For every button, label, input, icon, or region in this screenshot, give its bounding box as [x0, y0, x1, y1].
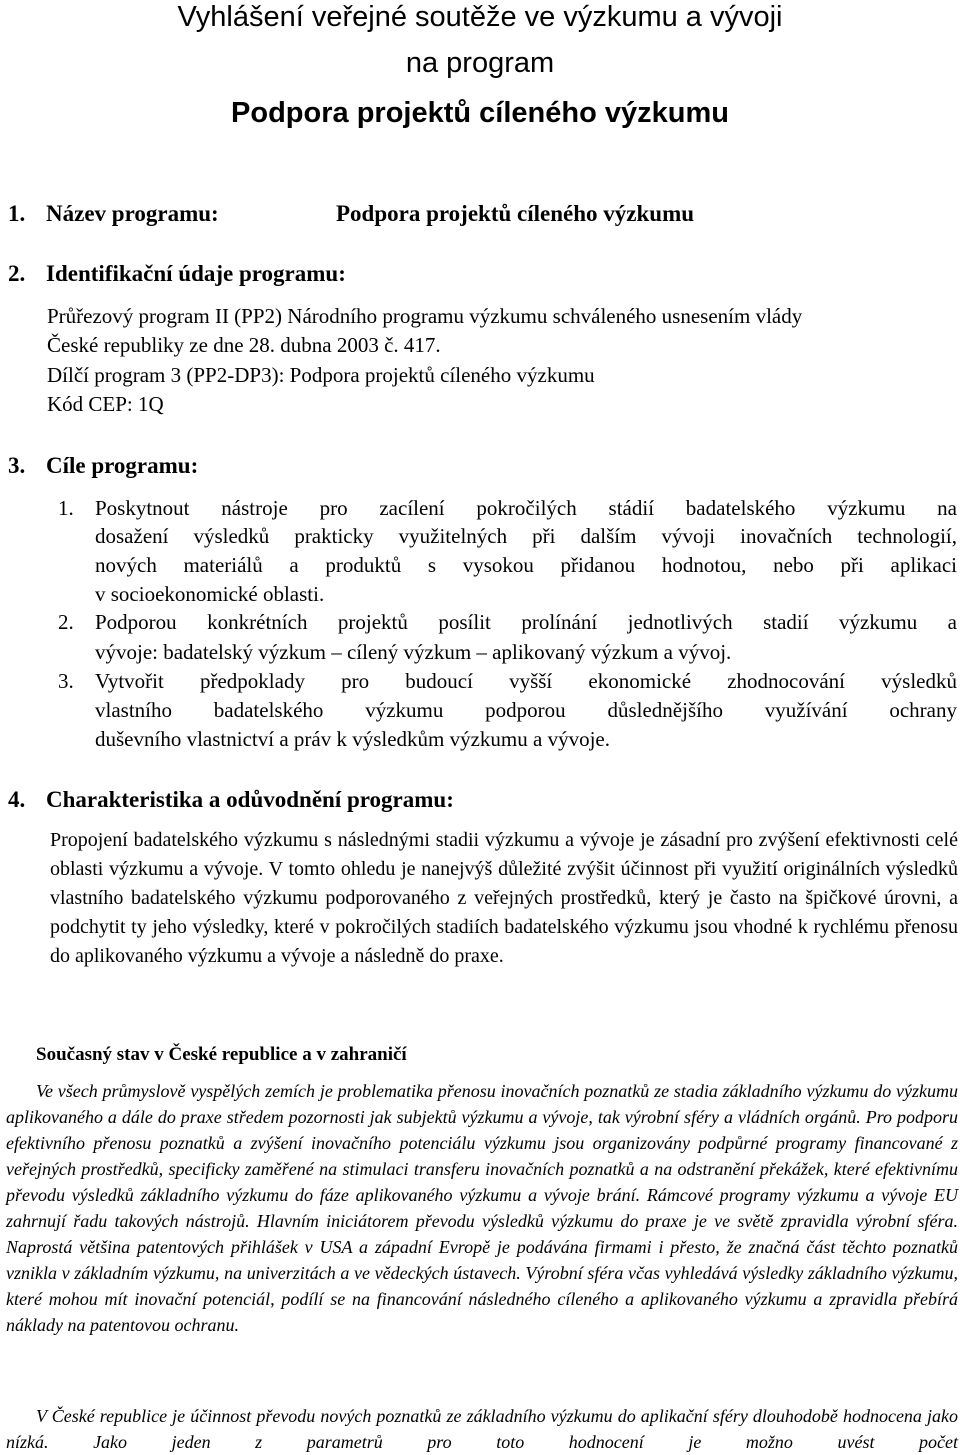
section-2-number: 2. — [8, 261, 26, 286]
goal-2-line-1: Podporou konkrétních projektů posílit prolínání jednotlivých stadií výzkumu a — [95, 610, 957, 634]
section-2-heading — [8, 260, 346, 288]
goal-3-line-2: vlastního badatelského výzkumu podporou důslednějšího využívání ochrany — [95, 698, 957, 722]
section-1-value: Podpora projektů cíleného výzkumu — [336, 201, 695, 226]
section-3-label: Cíle programu: — [46, 453, 199, 478]
section-4-heading — [8, 786, 454, 814]
document-title-line-2: na program — [405, 47, 555, 79]
goal-3-line-3: duševního vlastnictví a práv k výsledkům výzkumu a vývoje. — [95, 727, 610, 751]
goal-2-line-2: vývoje: badatelský výzkum – cílený výzkum – aplikovaný výzkum a vývoj. — [95, 640, 732, 664]
section-3-number: 3. — [8, 453, 26, 478]
section-2-line-1: Průřezový program II (PP2) Národního programu výzkumu schváleného usnesením vlády — [47, 304, 803, 328]
goal-2-number: 2. — [58, 610, 74, 634]
section-4-label: Charakteristika a odůvodnění programu: — [46, 787, 454, 812]
current-state-paragraph-1: Ve všech průmyslově vyspělých zemích je problematika přenosu inovačních poznatků ze stadia základního výzkumu do výzkumu aplikovaného a dále do praxe středem pozornosti jak subjektů výzkumu a vývoje, tak výrobní sféry a vládních orgánů. Pro podporu efektivního přenosu poznatků a zvýšení inovačního potenciálu výzkumu jsou organizovány podpůrné programy financované z veřejných prostředků, specificky zaměřené na stimulaci transferu inovačních poznatků a na odstranění překážek, které efektivnímu převodu výsledků základního výzkumu do fáze aplikovaného výzkumu a vývoje brání. Rámcové programy výzkumu a vývoje EU zahrnují řadu takových nástrojů. Hlavním iniciátorem převodu výsledků výzkumu do praxe je ve světě zpravidla výrobní sféra. Naprostá většina patentových přihlášek v USA a západní Evropě je podávána firmami i přesto, že značná část těchto poznatků vznikla v základním výzkumu, na univerzitách a ve vědeckých ústavech. Výrobní sféra včas vyhledává výsledky základního výzkumu, které mohou mít inovační potenciál, podílí se na financování následného cíleného a aplikovaného výzkumu a zpravidla přebírá náklady na patentovou ochranu. — [6, 1081, 958, 1335]
section-4-paragraph: Propojení badatelského výzkumu s následnými stadii výzkumu a vývoje je zásadní pro zvýšení efektivnosti celé oblasti výzkumu a vývoje. V tomto ohledu je nanejvýš důležité zvýšit účinnost při využití originálních výsledků vlastního badatelského výzkumu podporovaného z veřejných prostředků, který je často na špičkové úrovni, a podchytit ty jeho výsledky, které v pokročilých stadiích badatelského výzkumu jsou vhodné k rychlému přenosu do aplikovaného výzkumu a vývoje a následně do praxe. — [50, 829, 958, 967]
document-title-program-name: Podpora projektů cíleného výzkumu — [231, 97, 729, 129]
goal-1-line-1: Poskytnout nástroje pro zacílení pokročilých stádií badatelského výzkumu na — [95, 496, 957, 520]
goal-1-line-3: nových materiálů a produktů s vysokou přidanou hodnotou, nebo při aplikaci — [95, 553, 957, 577]
current-state-paragraph-2: V České republice je účinnost převodu nových poznatků ze základního výzkumu do aplikační sféry dlouhodobě hodnocena jako nízká. Jako jeden z parametrů pro toto hodnocení je možno uvést počet — [6, 1406, 958, 1452]
section-2-label: Identifikační údaje programu: — [46, 261, 346, 286]
goal-1-line-4: v socioekonomické oblasti. — [95, 582, 325, 606]
section-1-number: 1. — [8, 201, 26, 226]
current-state-heading: Současný stav v České republice a v zahraničí — [36, 1044, 407, 1065]
section-1-heading — [8, 200, 219, 228]
section-3-heading — [8, 452, 198, 480]
section-4-number: 4. — [8, 787, 26, 812]
document-title-line-1: Vyhlášení veřejné soutěže ve výzkumu a vývoji — [177, 1, 783, 33]
goal-3-number: 3. — [58, 669, 74, 693]
goal-1-line-2: dosažení výsledků prakticky využitelných při dalším vývoji inovačních technologií, — [95, 524, 957, 548]
section-2-line-2: České republiky ze dne 28. dubna 2003 č. 417. — [47, 333, 441, 357]
section-2-cep-code: Kód CEP: 1Q — [47, 392, 164, 416]
section-1-label: Název programu: — [46, 201, 219, 226]
goal-3-line-1: Vytvořit předpoklady pro budoucí vyšší ekonomické zhodnocování výsledků — [95, 669, 957, 693]
goal-1-number: 1. — [58, 496, 74, 520]
section-2-line-3: Dílčí program 3 (PP2-DP3): Podpora projektů cíleného výzkumu — [47, 363, 595, 387]
